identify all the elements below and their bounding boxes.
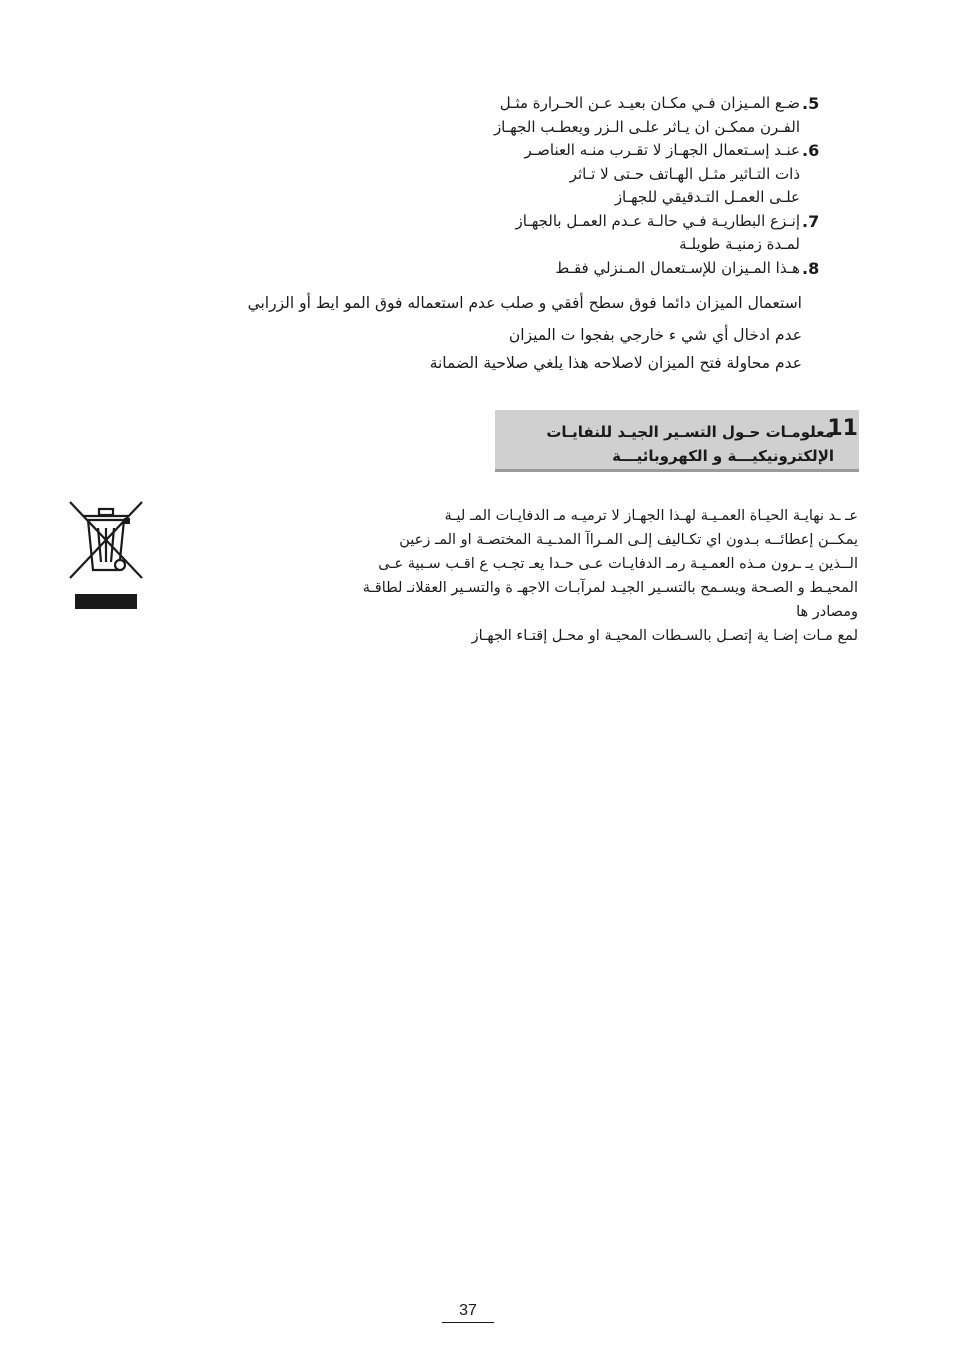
item-line: لمـدة زمنيـة طويلـة bbox=[679, 235, 800, 253]
list-item bbox=[414, 257, 834, 281]
paragraph-line: المحيـط و الصـحة ويسـمح بالتسـير الجيـد لمرآبـات الاجهـ ة والتسـير العقلانـ لطاقـة bbox=[362, 580, 858, 596]
list-item bbox=[414, 92, 834, 139]
paragraph-line: يمكــن إعطائــه بـدون اي تكـاليف إلـى المـراآ المدـيـة المختصـة او المـ زعين bbox=[399, 532, 858, 548]
disposal-paragraph bbox=[148, 504, 858, 648]
item-number: .7 bbox=[802, 211, 820, 231]
paragraph-line: لمع مـات إضـا ية إتصـل بالسـطات المحيـة او محـل إقتـاء الجهـاز bbox=[471, 628, 858, 644]
page-number: 37 bbox=[459, 1302, 477, 1319]
section-title-line: معلومـات حـول التسـير الجيـد للنفايـات bbox=[546, 423, 834, 441]
item-line: ذات التـاثير مثـل الهـاتف حـتى لا تـاثر bbox=[569, 164, 800, 183]
note-line: استعمال الميزان دائما فوق سطح أفقي و صلب عدم استعماله فوق المو ايط أو الزرابي bbox=[247, 294, 802, 312]
paragraph-line: عـ ـد نهايـة الحيـاة العمـيـة لهـذا الجهـاز لا ترميـه مـ الدفايـات المـ ليـة bbox=[444, 508, 858, 524]
item-line: الفـرن ممكـن ان يـاثر علـى الـزر ويعطـب الجهـاز bbox=[493, 117, 800, 136]
section-title-line: الإلكترونيكيـــة و الكهروبائيـــة bbox=[612, 447, 834, 465]
paragraph-line: الــذين يـ ـرون مـذه العمـيـة رمـ الدفايـات عـى حـدا يعـ تجـب ع اقـب سـبية عـى bbox=[378, 556, 858, 572]
section-title bbox=[546, 420, 834, 468]
item-number: .6 bbox=[802, 141, 820, 160]
paragraph-line: ومصادر ها bbox=[796, 604, 858, 620]
list-item bbox=[414, 210, 834, 257]
item-line: إنـزع البطاريـة فـي حالـة عـدم العمـل بالجهـاز bbox=[515, 211, 800, 230]
page-number-underline bbox=[442, 1322, 494, 1323]
list-item bbox=[414, 139, 834, 210]
item-line: علـى العمـل التـدقيقي للجهـاز bbox=[614, 188, 800, 206]
item-number: .8 bbox=[802, 258, 820, 278]
section-number: 11 bbox=[827, 416, 858, 441]
item-line: هـذا المـيزان للإسـتعمال المـنزلي فقـط bbox=[555, 258, 800, 277]
note-line: عدم ادخال أي شي ء خارجي بفجوا ت الميزان bbox=[508, 326, 802, 344]
crossed-out-wheelie-bin-icon bbox=[66, 498, 146, 614]
numbered-list bbox=[414, 92, 834, 280]
item-line: ضـع المـيزان فـي مكـان بعيـد عـن الحـرارة مثـل bbox=[499, 94, 800, 112]
note-line: عدم محاولة فتح الميزان لاصلاحه هذا يلغي صلاحية الضمانة bbox=[429, 354, 802, 372]
item-number: .5 bbox=[802, 94, 820, 113]
item-line: عنـد إسـتعمال الجهـاز لا تقـرب منـه العناصـر bbox=[524, 141, 800, 159]
